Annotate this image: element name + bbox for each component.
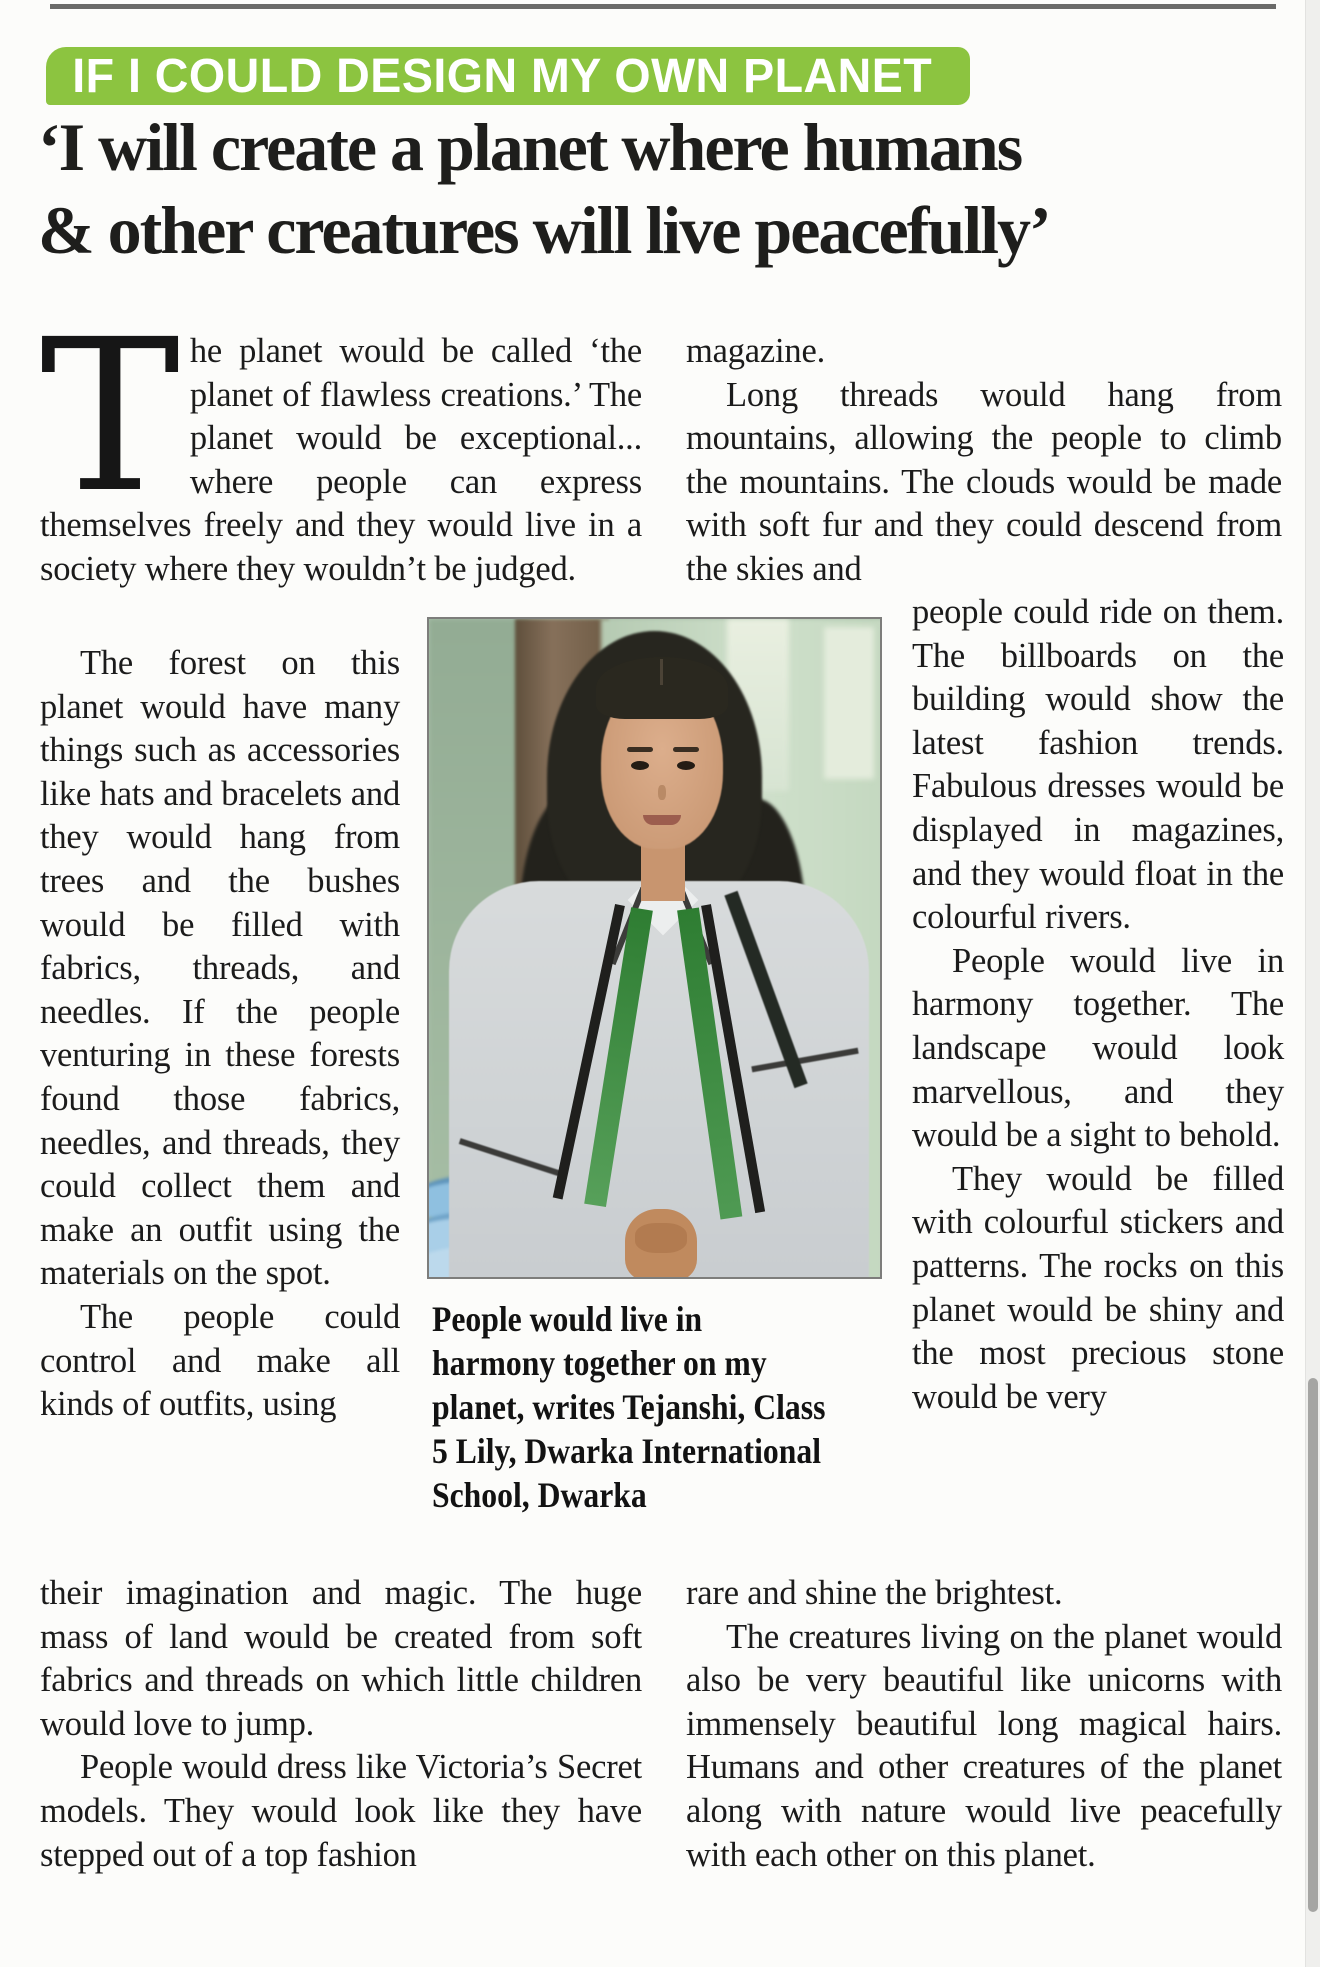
body-paragraph: The forest on this planet would have many things such as accessories like hats and bracelets and they would hang from trees and the bushes would be filled with fabrics, threads, and needles. If the people venturing in these forests found those fabrics, needles, and threads, they could collect them and make an outfit using the materials on the spot. [40, 644, 400, 1293]
article-photo [427, 617, 882, 1279]
headline-line-1: ‘I will create a planet where humans [38, 109, 1022, 185]
girl-eyebrow [627, 747, 653, 752]
right-column-bottom [686, 1572, 1282, 1877]
girl-hair-parting [660, 659, 663, 685]
body-paragraph: Long threads would hang from mountains, allowing the people to climb the mountains. The clouds would be made with soft fur and they could descend from the skies and [686, 375, 1282, 588]
scrollbar-track[interactable] [1305, 0, 1320, 1967]
girl-mouth [643, 815, 681, 825]
right-column-top [686, 330, 1282, 592]
body-paragraph: rare and shine the brightest. [686, 1574, 1063, 1612]
girl-hand [635, 1223, 687, 1253]
body-paragraph: People would live in harmony together. The landscape would look marvellous, and they would be a sight to behold. [912, 941, 1284, 1155]
caption-line: People would live in [432, 1299, 703, 1339]
body-paragraph: They would be filled with colourful stickers and patterns. The rocks on this planet would be shiny and the most precious stone would be very [912, 1159, 1284, 1416]
kicker-banner [46, 47, 970, 105]
girl-eyebrow [673, 747, 699, 752]
body-paragraph: The creatures living on the planet would also be very beautiful like unicorns with immensely beautiful long magical hairs. Humans and other creatures of the planet along with nature would live peacefully with each other on this planet. [686, 1617, 1282, 1874]
top-rule-divider [50, 4, 1276, 9]
left-column-top [40, 294, 642, 592]
left-column-bottom [40, 1572, 642, 1877]
body-paragraph: people could ride on them. The billboards on the building would show the latest fashion trends. Fabulous dresses would be displayed in magazines, and they would float in the colourful rivers. [912, 593, 1284, 937]
body-paragraph: their imagination and magic. The huge mass of land would be created from soft fabrics and threads on which little children would love to jump. [40, 1574, 642, 1743]
body-paragraph: People would dress like Victoria’s Secret models. They would look like they have stepped out of a top fashion [40, 1748, 642, 1874]
caption-line: School, Dwarka [432, 1475, 647, 1515]
photo-background-highlight [824, 627, 874, 779]
kicker-banner-label: IF I COULD DESIGN MY OWN PLANET [72, 49, 933, 103]
headline-line-2: & other creatures will live peacefully’ [38, 192, 1050, 268]
girl-eye [631, 761, 649, 770]
body-paragraph: magazine. [686, 332, 825, 370]
body-paragraph: he planet would be called ‘the planet of flawless creations.’ The planet would be exceptional... where people can express themselves freely and they would live in a society where they wouldn’t be judged. [40, 332, 642, 588]
girl-nose [658, 785, 666, 800]
caption-line: harmony together on my [432, 1343, 767, 1383]
photo-caption [432, 1297, 902, 1517]
caption-line: 5 Lily, Dwarka International [432, 1431, 822, 1471]
article-headline [38, 106, 1290, 272]
left-column-narrow [40, 642, 400, 1427]
caption-line: planet, writes Tejanshi, Class [432, 1387, 826, 1427]
scrollbar-thumb[interactable] [1308, 1378, 1318, 1912]
girl-eye [677, 761, 695, 770]
right-column-narrow [912, 591, 1284, 1419]
drop-cap: T [40, 294, 180, 539]
body-paragraph: The people could control and make all kinds of outfits, using [40, 1297, 400, 1424]
